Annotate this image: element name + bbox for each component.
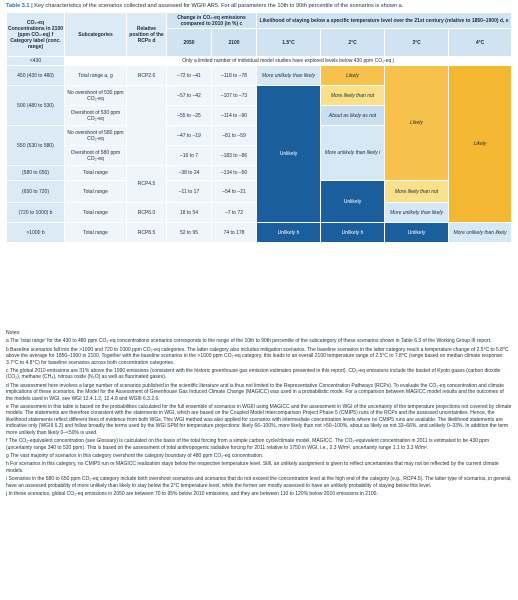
table-row: [7, 57, 512, 66]
likelihood-2c-cell: Unlikely h: [321, 223, 385, 243]
header-1-5c: 1.5°C: [257, 29, 321, 57]
header-3c: 3°C: [385, 29, 449, 57]
subcategory-cell: No overshoot of 530 ppm CO₂-eq: [65, 86, 127, 106]
subcategory-cell: Total range: [65, 223, 127, 243]
emissions-2050-cell: 52 to 95: [167, 223, 212, 243]
subcategory-cell: Overshoot of 580 ppm CO₂-eq: [65, 146, 127, 166]
emissions-2100-cell: –114 to –90: [212, 106, 257, 126]
category-cell: >1000 b: [7, 223, 65, 243]
emissions-2100-cell: 74 to 178: [212, 223, 257, 243]
emissions-2100-cell: –118 to –78: [212, 66, 257, 86]
header-emissions-change: Change in CO₂-eq emissions compared to 2010 (in %) c: [167, 13, 257, 29]
emissions-2100-cell: –183 to –86: [212, 146, 257, 166]
rcp-cell: RCP2.6: [127, 66, 167, 86]
note-d: d The assessment here involves a large number of scenarios published in the scientific literature and is thus not limited to the Representative Concentration Pathways (RCPs). To evaluate the CO₂-eq concentration and climate implications of these scenarios, the Model for the Assessment of Greenhouse Gas Induced Climate Change (MAGICC) was used in a probabilistic mode. For a comparison between MAGICC model results and the outcomes of the models used in WGI, see WGI 12.4.1.2, 12.4.8 and WGIII 6.3.2.6.: [6, 382, 504, 402]
note-i: i Scenarios in the 580 to 650 ppm CO₂-eq category include both overshoot scenarios and scenarios that do not exceed the concentration level at the high end of the category (e.g., RCP4.5). The latter type of scenarios, in general, have an assessed probability of more unlikely than likely to stay below the 2°C temperature level, while the former are mostly assessed to have an unlikely probability of staying below this level.: [6, 476, 512, 489]
subcategory-cell: Total range: [65, 181, 127, 203]
note-b: b Baseline scenarios fall into the >1000 and 720 to 1000 ppm CO₂-eq categories. The latter category also includes mitigation scenarios. The baseline scenarios in the latter category reach a temperature change of 2.5°C to 5.8°C above the average for 1850–1900 in 2100. Together with the baseline scenarios in the >1000 ppm CO₂-eq category, this leads to an overall 2100 temperature range of 2.5°C to 7.8°C (range based on median climate response: 3.7°C to 4.8°C) for baseline scenarios across both concentration categories.: [6, 346, 509, 366]
note-e: e The assessment in this table is based on the probabilities calculated for the full ensemble of scenarios in WGIII using MAGICC and the assessment in WGI of the uncertainty of the temperature projections not covered by climate models. The statements are therefore consistent with the statements in WGI, which are based on the Coupled Model Intercomparison Project Phase 5 (CMIP5) runs of the RCPs and the assessed uncertainties. Hence, the likelihood statements reflect different lines of evidence from both WGs. This WGI method was also applied for scenarios with intermediate concentration levels where no CMIP5 runs are available. The likelihood statements are indicative only (WGIII 6.3) and follow broadly the terms used by the WGI SPM for temperature projections: likely 66–100%, more likely than not >50–100%, about as likely as not 33–66%, and unlikely 0–33%. In addition the term more unlikely than likely 0–<50% is used.: [6, 404, 512, 436]
subcategory-cell: Overshoot of 530 ppm CO₂-eq: [65, 106, 127, 126]
emissions-2050-cell: –72 to –41: [167, 66, 212, 86]
header-subcategories: Subcategories: [65, 13, 127, 57]
category-cell: (580 to 650): [7, 166, 65, 181]
table-row: [7, 66, 512, 86]
category-cell: (650 to 720): [7, 181, 65, 203]
likelihood-3c-cell: Likely: [385, 66, 449, 181]
table-notes: [6, 330, 512, 499]
likelihood-2c-cell: More likely than not: [321, 86, 385, 106]
emissions-2100-cell: –107 to –73: [212, 86, 257, 106]
header-4c: 4°C: [449, 29, 512, 57]
emissions-2050-cell: –11 to 17: [167, 181, 212, 203]
rcp-cell: RCP4.5: [127, 166, 167, 203]
header-co2-category: CO₂-eq Concentrations in 2100 (ppm CO₂-eq) f Category label (conc. range): [7, 13, 65, 57]
emissions-2050-cell: –16 to 7: [167, 146, 212, 166]
likelihood-2c-cell: Unlikely: [321, 181, 385, 223]
scenario-table: [6, 12, 512, 243]
header-2100: 2100: [212, 29, 257, 57]
category-cell: (720 to 1000) b: [7, 203, 65, 223]
rcp-cell: RCP8.5: [127, 223, 167, 243]
subcategory-cell: Total range a, g: [65, 66, 127, 86]
likelihood-4c-cell: More unlikely than likely: [449, 223, 512, 243]
note-h: h For scenarios in this category, no CMIP5 run or MAGICC realization stays below the respective temperature level. Still, an unlikely assignment is given to reflect uncertainties that may not be reflected by the current climate models.: [6, 461, 499, 474]
emissions-2100-cell: –54 to –21: [212, 181, 257, 203]
emissions-2050-cell: –57 to –42: [167, 86, 212, 106]
limited-studies-note: Only a limited number of individual model studies have explored levels below 430 ppm CO₂-eq j: [65, 57, 512, 66]
likelihood-3c-cell: More unlikely than likely: [385, 203, 449, 223]
note-g: g The vast majority of scenarios in this category overshoot the category boundary of 480 ppm CO₂-eq concentration.: [6, 452, 264, 459]
likelihood-2c-cell: Likely: [321, 66, 385, 86]
note-c: c The global 2010 emissions are 31% above the 1990 emissions (consistent with the historic greenhouse gas emission estimates presented in this report). CO₂-eq emissions include the basket of Kyoto gases (carbon dioxide (CO₂), methane (CH₄), nitrous oxide (N₂O) as well as fluorinated gases).: [6, 368, 501, 381]
emissions-2050-cell: –47 to –19: [167, 126, 212, 146]
category-cell: <430: [7, 57, 65, 66]
likelihood-3c-cell: More likely than not: [385, 181, 449, 203]
rcp-cell: RCP6.0: [127, 203, 167, 223]
emissions-2100-cell: –81 to –59: [212, 126, 257, 146]
notes-title: Notes:: [6, 330, 21, 336]
emissions-2050-cell: –38 to 24: [167, 166, 212, 181]
header-rcp-position: Relative position of the RCPs d: [127, 13, 167, 57]
subcategory-cell: Total range: [65, 166, 127, 181]
likelihood-2c-cell: More unlikely than likely i: [321, 126, 385, 181]
subcategory-cell: Total range: [65, 203, 127, 223]
likelihood-2c-cell: About as likely as not: [321, 106, 385, 126]
likelihood-3c-cell: Unlikely: [385, 223, 449, 243]
table-caption: [6, 3, 512, 10]
caption-text: Key characteristics of the scenarios collected and assessed for WGIII AR5. For all parameters the 10th to 90th percentile of the scenarios is shown a.: [34, 3, 404, 9]
note-j: j In these scenarios, global CO₂-eq emissions in 2050 are between 70 to 95% below 2010 emissions, and they are between 110 to 120% below 2010 emissions in 2100.: [6, 490, 378, 497]
emissions-2100-cell: –134 to –50: [212, 166, 257, 181]
table-row: [7, 223, 512, 243]
rcp-cell-empty: [127, 86, 167, 166]
caption-lead: Table 3.1 |: [6, 3, 33, 9]
header-2050: 2050: [167, 29, 212, 57]
likelihood-1-5c-cell: Unlikely: [257, 86, 321, 223]
category-cell: 500 (480 to 530): [7, 86, 65, 126]
likelihood-1-5c-cell: Unlikely h: [257, 223, 321, 243]
emissions-2100-cell: –7 to 72: [212, 203, 257, 223]
category-cell: 550 (530 to 580): [7, 126, 65, 166]
emissions-2050-cell: –55 to –25: [167, 106, 212, 126]
note-f: f The CO₂-equivalent concentration (see Glossary) is calculated on the basis of the total forcing from a simple carbon cycle/climate model, MAGICC. The CO₂-equivalent concentration in 2011 is estimated to be 430 ppm (uncertainty range 340 to 520 ppm). This is based on the assessment of total anthropogenic radiative forcing for 2011 relative to 1750 in WGI, i.e., 2.3 W/m², uncertainty range 1.1 to 3.3 W/m².: [6, 438, 490, 451]
subcategory-cell: No overshoot of 580 ppm CO₂-eq: [65, 126, 127, 146]
category-cell: 450 (430 to 480): [7, 66, 65, 86]
likelihood-4c-cell: Likely: [449, 66, 512, 223]
note-a: a The ‘total range’ for the 430 to 480 ppm CO₂-eq concentrations scenarios corresponds to the range of the 10th to 90th percentile of the subcategory of these scenarios shown in Table 6.3 of the Working Group III report.: [6, 338, 492, 345]
header-likelihood: Likelihood of staying below a specific temperature level over the 21st century (relative to 1850–1900) d, e: [257, 13, 512, 29]
emissions-2050-cell: 18 to 54: [167, 203, 212, 223]
header-2c: 2°C: [321, 29, 385, 57]
likelihood-1-5c-cell: More unlikely than likely: [257, 66, 321, 86]
